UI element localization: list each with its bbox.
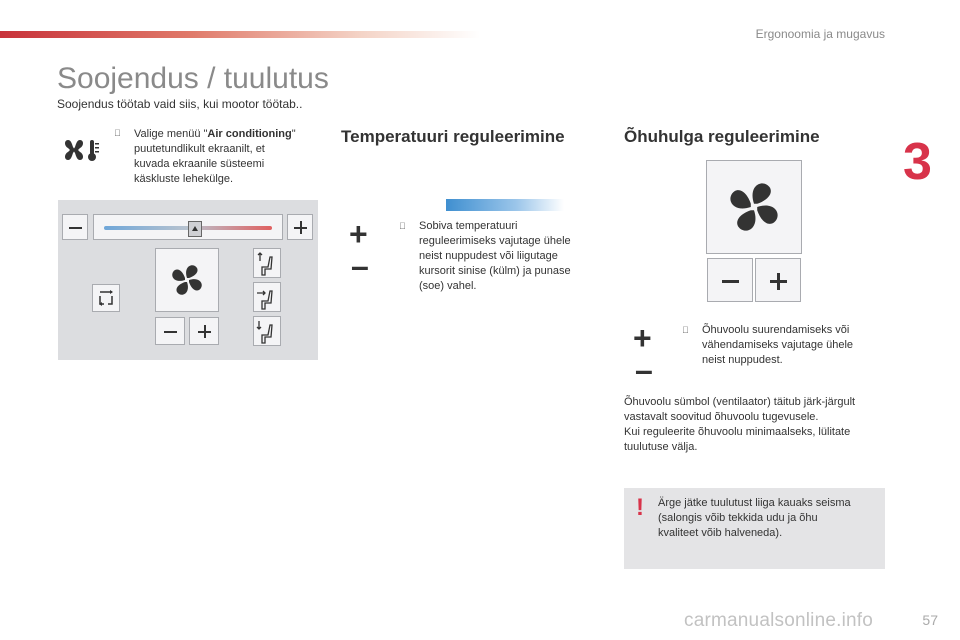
- temperature-line: reguleerimiseks vajutage ühele: [419, 235, 571, 247]
- airflow-paragraph-line: Õhuvoolu sümbol (ventilaator) täitub järk-järgult: [624, 396, 856, 408]
- fan-plus-illustration: [755, 258, 801, 302]
- menu-instruction-line3: kuvada ekraanile süsteemi: [134, 158, 265, 170]
- seat-windscreen-icon: [254, 249, 280, 277]
- temperature-line: Sobiva temperatuuri: [419, 220, 518, 232]
- warning-icon: !: [636, 494, 644, 521]
- airflow-description: [624, 395, 886, 455]
- fan-minus-illustration: [707, 258, 753, 302]
- section-title: Ergonoomia ja mugavus: [755, 27, 885, 41]
- menu-instruction-line4: käskluste lehekülge.: [134, 173, 234, 185]
- air-distribution-face-button[interactable]: [253, 282, 281, 312]
- fan-icon: [707, 161, 801, 253]
- temperature-minus-sign: –: [351, 248, 369, 284]
- seat-face-icon: [254, 283, 280, 311]
- fan-icon: [156, 249, 218, 311]
- airflow-line: vähendamiseks vajutage ühele: [702, 339, 854, 351]
- bullet-marker: [399, 221, 406, 231]
- fan-button[interactable]: [155, 248, 219, 312]
- page-subtitle: Soojendus töötab vaid siis, kui mootor töötab..: [57, 97, 303, 111]
- fan-plus-button[interactable]: [189, 317, 219, 345]
- page-title: Soojendus / tuulutus: [57, 62, 329, 95]
- menu-instruction-text-b: ": [291, 128, 296, 140]
- header-color-bar: [0, 31, 480, 38]
- airflow-plus-sign: +: [633, 320, 652, 356]
- fan-illustration-button: [706, 160, 802, 254]
- warning-line: Ärge jätke tuulutust liiga kauaks seisma: [658, 497, 851, 509]
- air-distribution-windscreen-button[interactable]: [253, 248, 281, 278]
- temperature-slider[interactable]: [93, 214, 283, 240]
- menu-name: Air conditioning: [207, 128, 292, 140]
- airflow-paragraph-line: tuulutuse välja.: [624, 441, 698, 453]
- climate-menu-icon: [62, 138, 102, 162]
- airflow-paragraph-line: Kui reguleerite õhuvoolu minimaalseks, lülitate: [624, 426, 851, 438]
- airflow-paragraph-line: vastavalt soovitud õhuvoolu tugevusele.: [624, 411, 819, 423]
- watermark: carmanualsonline.info: [684, 610, 874, 631]
- temperature-heading: Temperatuuri reguleerimine: [341, 127, 565, 146]
- fan-minus-button[interactable]: [155, 317, 185, 345]
- airflow-line: Õhuvoolu suurendamiseks või: [702, 324, 850, 336]
- recirculation-button[interactable]: [92, 284, 120, 312]
- menu-instruction-line2: puutetundlikult ekraanilt, et: [134, 143, 265, 155]
- temperature-minus-button[interactable]: [62, 214, 88, 240]
- air-distribution-feet-button[interactable]: [253, 316, 281, 346]
- temperature-instruction: [419, 219, 599, 294]
- page-number: 57: [922, 612, 938, 628]
- temperature-line: (soe) vahel.: [419, 280, 477, 292]
- warning-box: [624, 488, 885, 569]
- airflow-instruction: [702, 323, 887, 368]
- climate-screen-illustration: [58, 200, 318, 360]
- warning-line: (salongis võib tekkida udu ja õhu: [658, 512, 818, 524]
- temperature-line: neist nuppudest või liigutage: [419, 250, 558, 262]
- seat-feet-icon: [254, 317, 280, 345]
- temperature-plus-button[interactable]: [287, 214, 313, 240]
- temperature-line: kursorit sinise (külm) ja punase: [419, 265, 571, 277]
- menu-instruction: [134, 127, 329, 187]
- airflow-minus-sign: –: [635, 352, 653, 388]
- temperature-plus-sign: +: [349, 216, 368, 252]
- bullet-marker: [682, 325, 689, 335]
- airflow-line: neist nuppudest.: [702, 354, 783, 366]
- menu-instruction-text-a: Valige menüü ": [134, 128, 208, 140]
- temperature-cursor[interactable]: [188, 221, 202, 237]
- temperature-heading-bar: [446, 199, 564, 211]
- airflow-heading: Õhuhulga reguleerimine: [624, 127, 820, 146]
- bullet-marker: [114, 128, 121, 138]
- warning-line: kvaliteet võib halveneda).: [658, 527, 783, 539]
- chapter-number: 3: [903, 133, 932, 191]
- warning-text: [658, 496, 882, 541]
- recirculation-icon: [93, 285, 119, 311]
